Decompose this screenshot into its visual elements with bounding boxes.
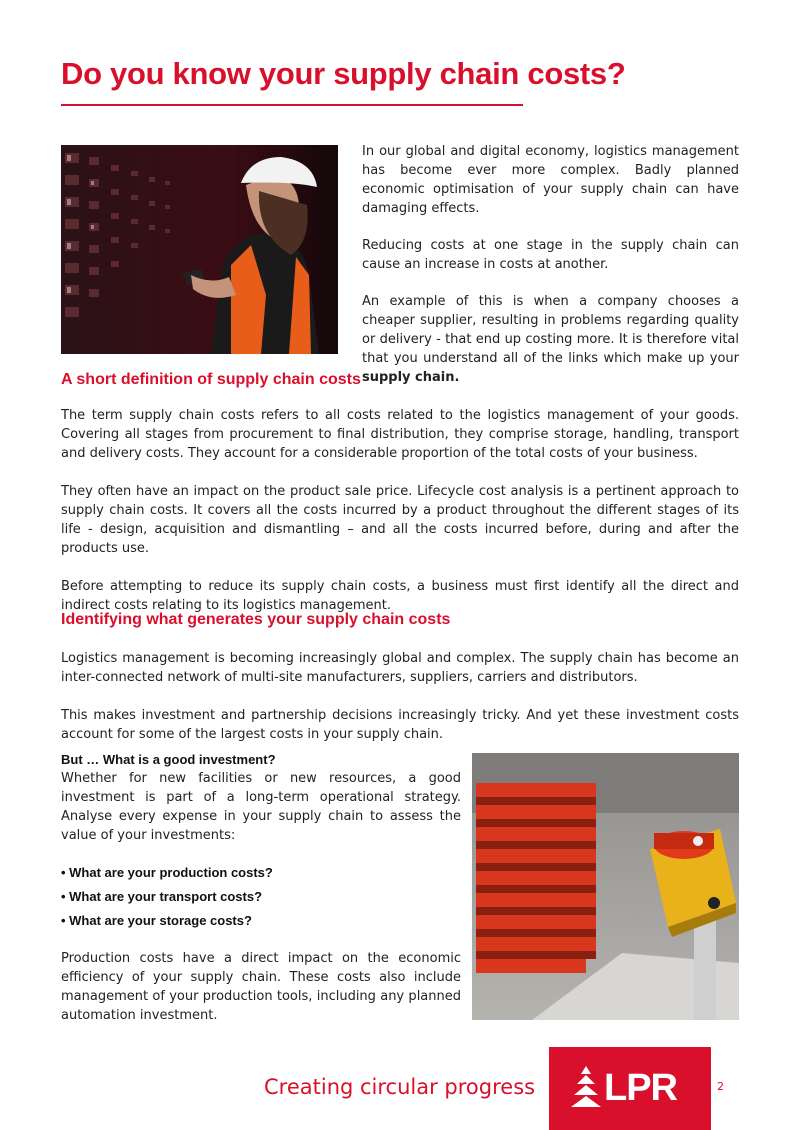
definition-paragraph: They often have an impact on the product sale price. Lifecycle cost analysis is a pertinent approach to supply chain costs. It covers all the costs incurred by a product throughout the different stages of its life - design, acquisition and dismantling – and all the costs incurred before, during and after the products use. — [61, 484, 739, 556]
investment-paragraph: Whether for new facilities or new resources, a good investment is part of a long-term operational strategy. Analyse every expense in your supply chain to assess the value of your investments: — [61, 771, 461, 843]
definition-paragraph: Before attempting to reduce its supply chain costs, a business must first identify all the direct and indirect costs relating to its logistics management. — [61, 579, 739, 613]
bullet-storage-costs: • What are your storage costs? — [61, 913, 252, 928]
intro-paragraph: In our global and digital economy, logistics management has become ever more complex. Badly planned economic optimisation of your supply chain can have damaging effects. — [362, 144, 739, 216]
pallets-photo — [472, 753, 739, 1020]
worker-illustration — [61, 145, 338, 354]
worker-photo — [61, 145, 338, 354]
investment-section — [61, 751, 461, 1044]
identifying-paragraph: Logistics management is becoming increasingly global and complex. The supply chain has become an inter-connected network of multi-site manufacturers, suppliers, carriers and distributors. — [61, 651, 739, 685]
intro-text — [362, 142, 739, 405]
page-title: Do you know your supply chain costs? — [61, 56, 626, 91]
title-underline — [61, 104, 523, 106]
definition-section — [61, 406, 739, 634]
footer-slogan: Creating circular progress — [264, 1075, 536, 1099]
supply-chain-emphasis: supply chain. — [362, 370, 460, 385]
logo-wordmark: LPR — [604, 1067, 677, 1109]
investment-heading: But … What is a good investment? — [61, 752, 276, 767]
bullet-production-costs: • What are your production costs? — [61, 865, 273, 880]
bullet-transport-costs: • What are your transport costs? — [61, 889, 263, 904]
section-heading-definition: A short definition of supply chain costs — [61, 371, 361, 388]
section-heading-identifying: Identifying what generates your supply chain costs — [61, 611, 451, 628]
pallets-illustration — [472, 753, 739, 1020]
intro-paragraph: Reducing costs at one stage in the supply chain can cause an increase in costs at another. — [362, 238, 739, 272]
page-number: 2 — [717, 1080, 724, 1093]
intro-paragraph — [362, 292, 739, 387]
tree-icon — [571, 1066, 601, 1112]
intro-paragraph-text: An example of this is when a company chooses a cheaper supplier, resulting in problems regarding quality or delivery - that end up costing more. It is therefore vital that you understand all of the links which make up your — [362, 294, 739, 366]
identifying-section — [61, 649, 739, 744]
investment-closing-paragraph: Production costs have a direct impact on the economic efficiency of your supply chain. These costs also include management of your production tools, including any planned automation investment. — [61, 951, 461, 1023]
identifying-paragraph: This makes investment and partnership decisions increasingly tricky. And yet these investment costs account for some of the largest costs in your supply chain. — [61, 708, 739, 742]
definition-paragraph: The term supply chain costs refers to all costs related to the logistics management of your goods. Covering all stages from procurement to final distribution, they comprise storage, handling, transport and delivery costs. They account for a considerable proportion of the total costs of your business. — [61, 408, 739, 461]
